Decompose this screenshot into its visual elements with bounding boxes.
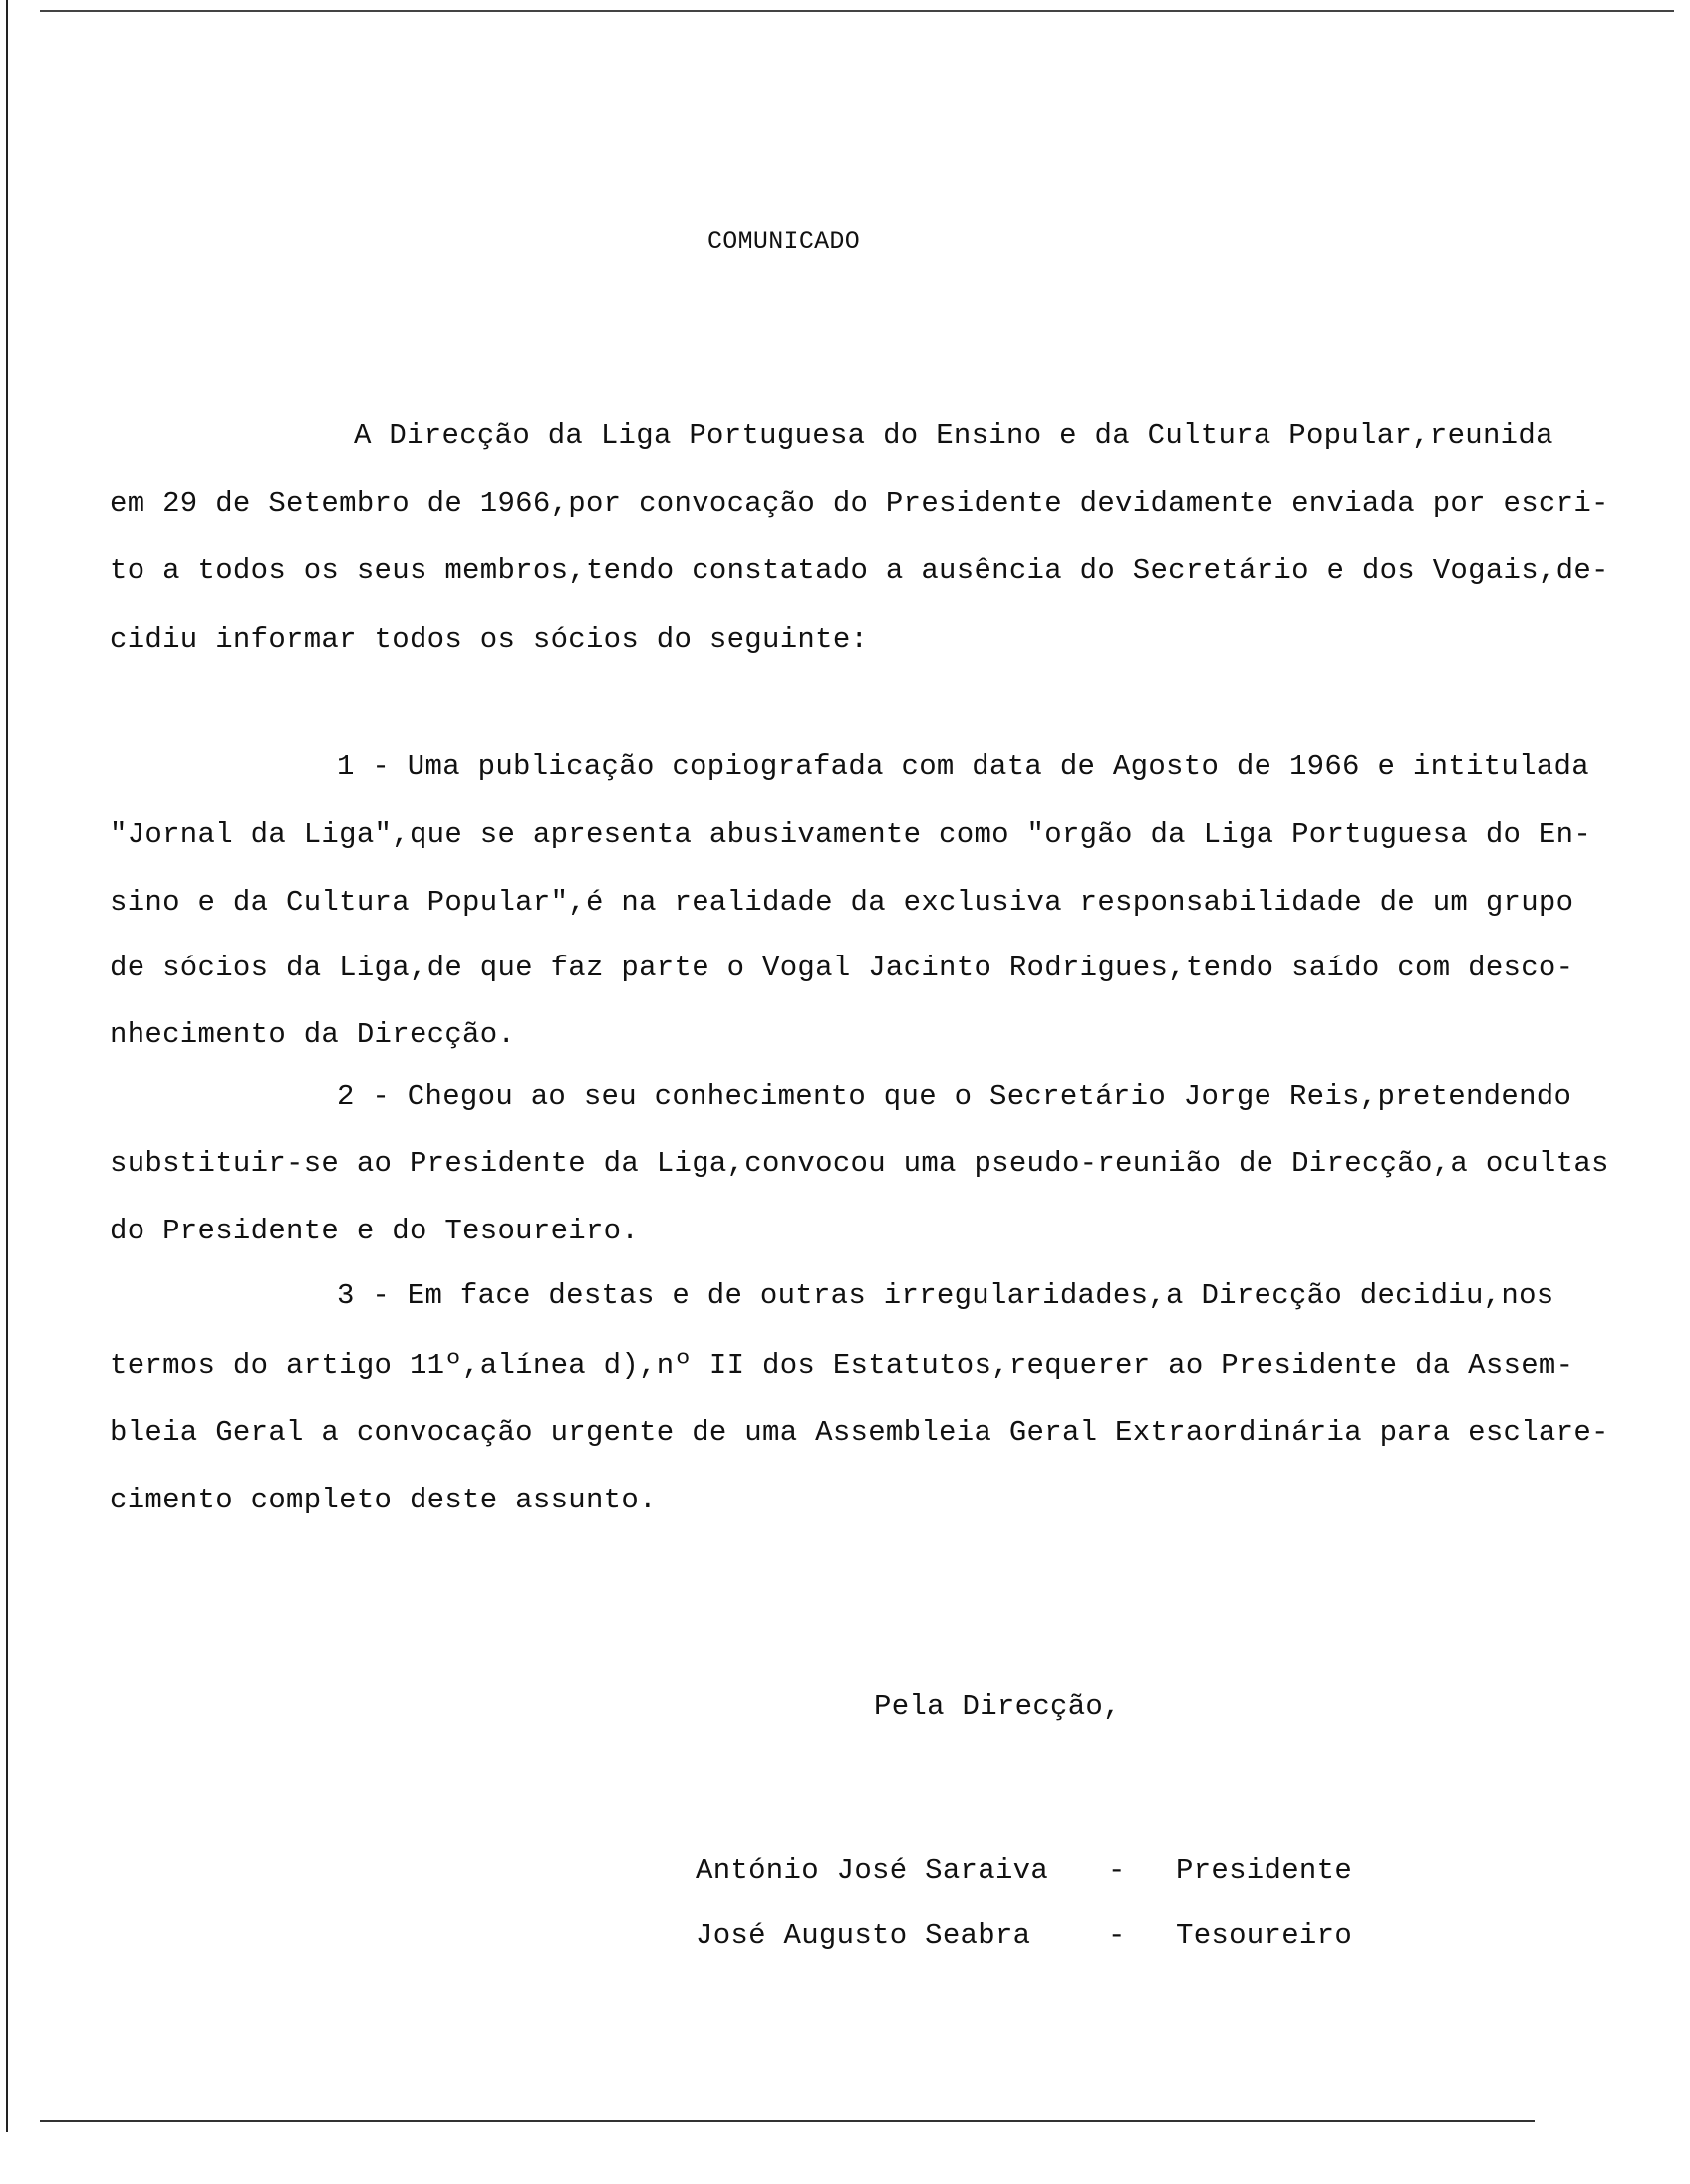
closing-salutation: Pela Direcção, (874, 1690, 1121, 1723)
text-line: termos do artigo 11º,alínea d),nº II dos Estatutos,requerer ao Presidente da Assem- (110, 1349, 1574, 1382)
text-line: cidiu informar todos os sócios do seguinte: (110, 623, 869, 656)
text-line: cimento completo deste assunto. (110, 1484, 657, 1516)
page-left-edge (6, 0, 8, 2132)
text-line: 3 - Em face destas e de outras irregularidades,a Direcção decidiu,nos (337, 1279, 1554, 1312)
signatory-role: Presidente (1176, 1854, 1353, 1887)
text-line: bleia Geral a convocação urgente de uma Assembleia Geral Extraordinária para esclare- (110, 1416, 1609, 1449)
text-line: nhecimento da Direcção. (110, 1018, 516, 1051)
text-line: "Jornal da Liga",que se apresenta abusivamente como "orgão da Liga Portuguesa do En- (110, 818, 1592, 851)
signatory-name: António José Saraiva (696, 1854, 1049, 1887)
document-title: COMUNICADO (707, 227, 861, 256)
text-line: substituir-se ao Presidente da Liga,convocou uma pseudo-reunião de Direcção,a ocultas (110, 1147, 1609, 1180)
signatory-dash: - (1108, 1919, 1126, 1952)
text-line: do Presidente e do Tesoureiro. (110, 1215, 640, 1247)
text-line: A Direcção da Liga Portuguesa do Ensino e da Cultura Popular,reunida (354, 419, 1553, 452)
text-line: em 29 de Setembro de 1966,por convocação do Presidente devidamente enviada por escri- (110, 487, 1609, 520)
signatory-name: José Augusto Seabra (696, 1919, 1031, 1952)
text-line: de sócios da Liga,de que faz parte o Vogal Jacinto Rodrigues,tendo saído com desco- (110, 952, 1574, 984)
signatory-role: Tesoureiro (1176, 1919, 1353, 1952)
signatory-dash: - (1108, 1854, 1126, 1887)
text-line: 1 - Uma publicação copiografada com data de Agosto de 1966 e intitulada (337, 750, 1589, 783)
page-top-edge (40, 10, 1674, 12)
text-line: 2 - Chegou ao seu conhecimento que o Secretário Jorge Reis,pretendendo (337, 1080, 1572, 1113)
text-line: sino e da Cultura Popular",é na realidade da exclusiva responsabilidade de um grupo (110, 886, 1574, 919)
page-bottom-edge (40, 2120, 1535, 2122)
text-line: to a todos os seus membros,tendo constatado a ausência do Secretário e dos Vogais,de- (110, 554, 1609, 587)
